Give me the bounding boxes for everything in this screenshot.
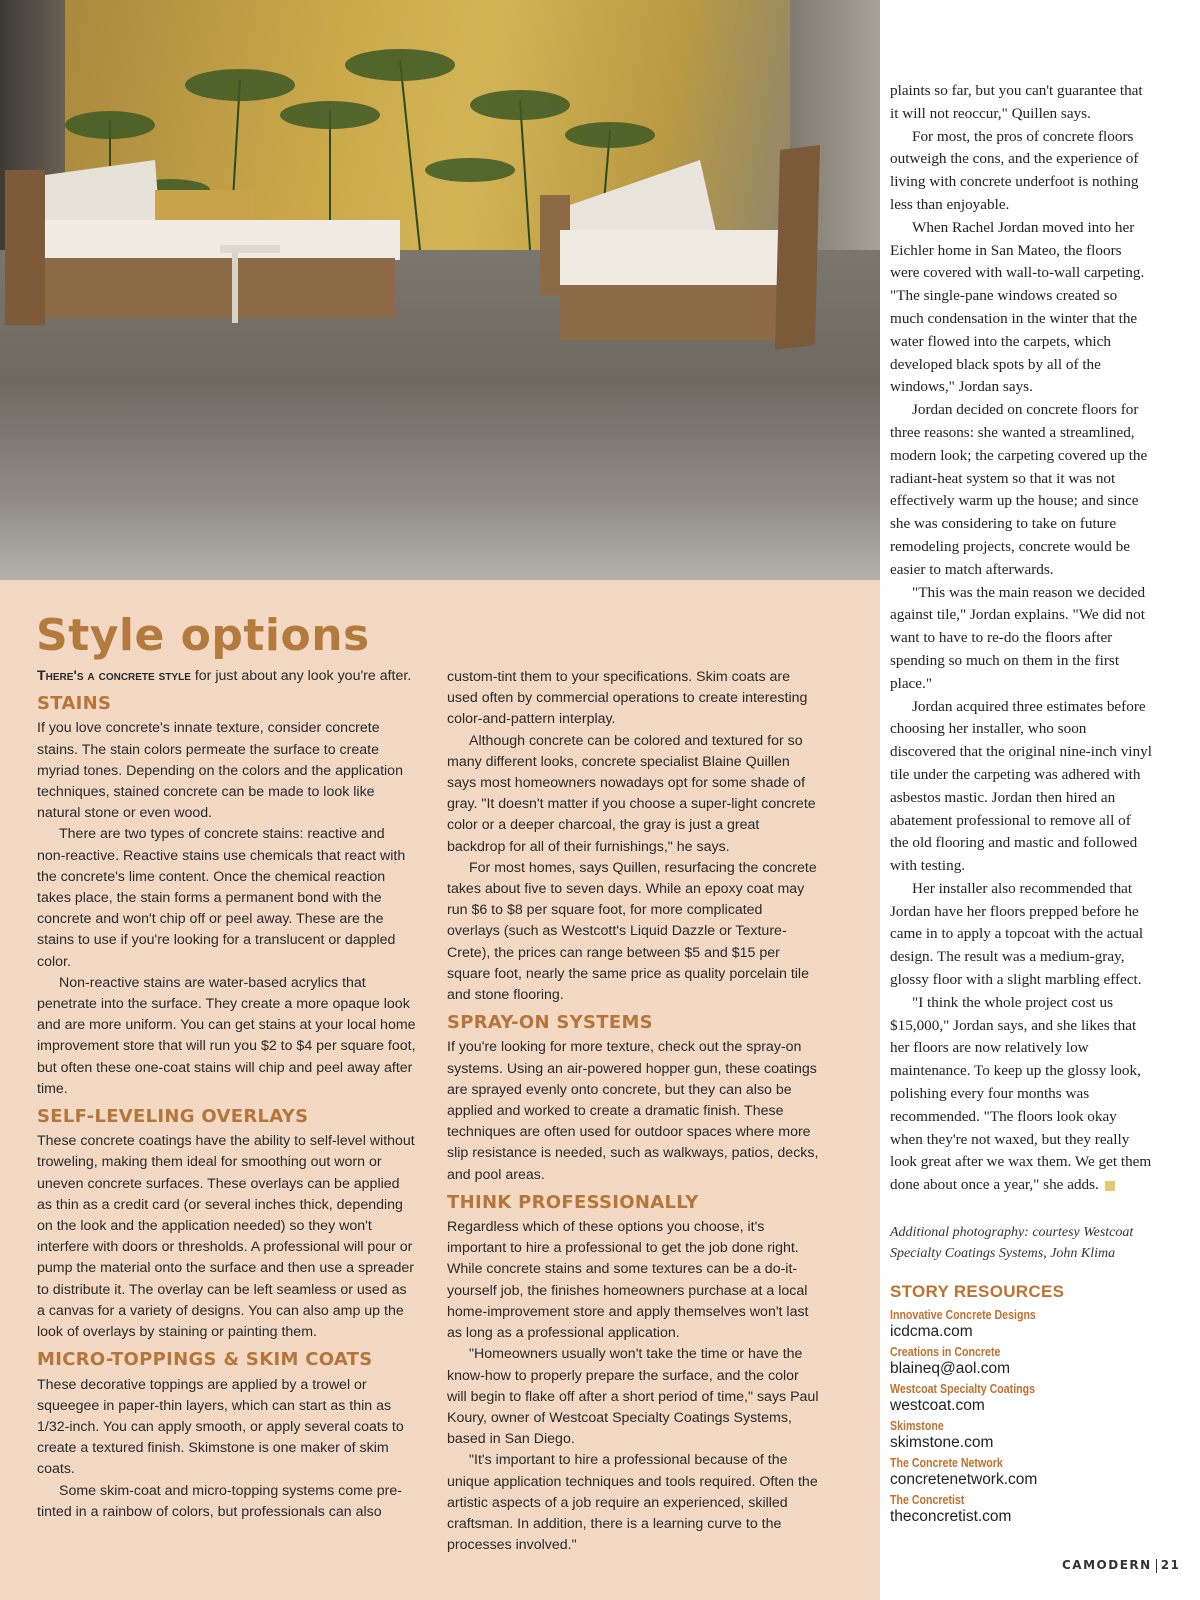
resources-heading: STORY RESOURCES	[890, 1282, 1065, 1301]
end-mark-icon	[1105, 1181, 1115, 1191]
hero-photo	[0, 0, 880, 580]
paragraph: If you love concrete's innate texture, consider concrete stains. The stain colors permeate the surface to create myriad tones. Depending on the colors and the application techniques, stained concrete can be made to look like natural stone or even wood.	[37, 720, 403, 822]
resource-url[interactable]: concretenetwork.com	[890, 1471, 1038, 1488]
resource-name: Creations in Concrete	[890, 1345, 1001, 1359]
resource-item	[890, 1345, 1155, 1378]
resource-item	[890, 1456, 1155, 1489]
paragraph: "It's important to hire a professional because of the unique application techniques and tools required. Often the artistic aspects of a job require an experienced, skilled craftsman. In addition, there is a learning curve to the processes involved."	[447, 1452, 818, 1554]
resource-url[interactable]: westcoat.com	[890, 1397, 985, 1414]
resource-name: The Concrete Network	[890, 1456, 1003, 1470]
heading-spray-on: SPRAY-ON SYSTEMS	[447, 1012, 653, 1034]
resource-item	[890, 1419, 1155, 1452]
paragraph: For most homes, says Quillen, resurfacing the concrete takes about five to seven days. While an epoxy coat may run $6 to $8 per square foot, for more complicated overlays (such as Westcott's Liquid Dazzle or Texture-Crete), the prices can range between $5 and $15 per square foot, nearly the same price as quality porcelain tile and stone flooring.	[447, 859, 817, 1004]
paragraph-final	[890, 992, 1152, 1197]
heading-self-leveling: SELF-LEVELING OVERLAYS	[37, 1106, 309, 1128]
lead-rest: for just about any look you're after.	[190, 668, 412, 684]
paragraph: Regardless which of these options you choose, it's important to hire a professional to get the job done right. While concrete stains and some textures can be a do-it-yourself job, the finishes homeowners purchase at a local home-improvement store and apply themselves won't last as long as a professional application.	[447, 1219, 809, 1342]
paragraph: Non-reactive stains are water-based acrylics that penetrate into the surface. They create a more opaque look and are more uniform. You can get stains at your local home improvement store that will run you $2 to $4 per square foot, but often these one-coat stains will chip and peel away after time.	[37, 974, 416, 1097]
photo-credit: Additional photography: courtesy Westcoat Specialty Coatings Systems, John Klima	[890, 1225, 1134, 1261]
paragraph: Jordan acquired three estimates before choosing her installer, who soon discovered that the original nine-inch vinyl tile under the carpeting was adhered with asbestos mastic. Jordan then hired an abatement professional to remove all of the old flooring and mastic and followed with testing.	[890, 697, 1152, 875]
article-column-2	[447, 667, 819, 1556]
heading-think-professionally: THINK PROFESSIONALLY	[447, 1191, 699, 1213]
resource-name: Innovative Concrete Designs	[890, 1308, 1036, 1322]
paragraph: Although concrete can be colored and textured for so many different looks, concrete specialist Blaine Quillen says most homeowners nowadays opt for some shade of gray. "It doesn't matter if you choose a super-light concrete color or a deeper charcoal, the gray is just a great backdrop for all of their furnishings," he says.	[447, 732, 816, 855]
resource-name: Westcoat Specialty Coatings	[890, 1382, 1036, 1396]
section-title: Style options	[36, 610, 370, 661]
paragraph: Her installer also recommended that Jordan have her floors prepped before he came in to apply a topcoat with the actual design. The result was a medium-gray, glossy floor with a slight marbling effect.	[890, 879, 1144, 989]
paragraph: These concrete coatings have the ability to self-level without troweling, making them ideal for smoothing out worn or uneven concrete surfaces. These overlays can be applied as thin as a credit card (or several inches thick, depending on the look and the application needed) so they won't interfere with doors or thresholds. A professional will pour or pump the material onto the surface and then use a spreader to distribute it. The overlay can be left seamless or used as a canvas for a variety of designs. You can also amp up the look of overlays by staining or painting them.	[37, 1133, 415, 1341]
resource-item	[890, 1308, 1155, 1341]
magazine-name: CAMODERN	[1062, 1558, 1152, 1572]
paragraph: Jordan decided on concrete floors for three reasons: she wanted a streamlined, modern look; the carpeting covered up the radiant-heat system so that it was not effectively warm up the house; and since she was considering to take on future remodeling projects, concrete would be easier to match afterwards.	[890, 401, 1148, 578]
resource-item	[890, 1382, 1155, 1415]
heading-stains: STAINS	[37, 693, 112, 715]
heading-micro-toppings: MICRO-TOPPINGS & SKIM COATS	[37, 1349, 373, 1371]
resource-name: Skimstone	[890, 1419, 944, 1433]
paragraph: "Homeowners usually won't take the time or have the know-how to properly prepare the surface, and the color will begin to flake off after a short period of time," says Paul Koury, owner of Westcoat Specialty Coatings Systems, based in San Diego.	[447, 1346, 819, 1448]
paragraph: custom-tint them to your specifications. Skim coats are used often by commercial operations to create interesting color-and-pattern interplay.	[447, 669, 808, 728]
paragraph: Some skim-coat and micro-topping systems come pre-tinted in a rainbow of colors, but professionals can also	[37, 1482, 402, 1520]
resource-url[interactable]: blaineq@aol.com	[890, 1360, 1010, 1377]
paragraph: There are two types of concrete stains: reactive and non-reactive. Reactive stains use chemicals that react with the concrete's lime content. Once the chemical reaction takes place, the stain forms a permanent bond with the concrete and won't chip off or peel away. These are the stains to use if you're looking for a translucent or dappled color.	[37, 826, 406, 970]
article-column-right	[890, 80, 1152, 1197]
page-number: 21	[1160, 1558, 1181, 1572]
paragraph: plaints so far, but you can't guarantee that it will not reoccur," Quillen says.	[890, 82, 1143, 122]
story-resources	[890, 1282, 1155, 1530]
resource-item	[890, 1493, 1155, 1526]
paragraph: These decorative toppings are applied by a trowel or squeegee in paper-thin layers, which can start as thin as 1/32-inch. You can apply smooth, or apply several coats to create a textured finish. Skimstone is one maker of skim coats.	[37, 1376, 404, 1478]
resource-url[interactable]: theconcretist.com	[890, 1508, 1012, 1525]
page-folio	[1062, 1558, 1180, 1573]
folio-divider	[1156, 1559, 1157, 1573]
article-column-1	[37, 666, 417, 1523]
lead-paragraph	[37, 666, 417, 687]
paragraph: If you're looking for more texture, check out the spray-on systems. Using an air-powered hopper gun, these coatings are sprayed evenly onto concrete, but they can also be applied and worked to create a dramatic finish. These techniques are often used for outdoor spaces where more slip resistance is needed, such as walkways, patios, decks, and pool areas.	[447, 1039, 819, 1183]
photo-furniture	[0, 0, 880, 580]
paragraph: For most, the pros of concrete floors outweigh the cons, and the experience of living with concrete underfoot is nothing less than enjoyable.	[890, 127, 1139, 213]
resource-name: The Concretist	[890, 1493, 965, 1507]
resource-url[interactable]: icdcma.com	[890, 1323, 973, 1340]
paragraph-text: "I think the whole project cost us $15,000," Jordan says, and she likes that her floors are now relatively low maintenance. To keep up the glossy look, polishing every four months was recommended. "The floors look okay when they're not waxed, but they really look great after we wax them. We get them done about once a year," she adds.	[890, 993, 1152, 1194]
lead-caps: There's a concrete style	[37, 668, 191, 684]
paragraph: "This was the main reason we decided against tile," Jordan explains. "We did not want to have to re-do the floors after spending so much on them in the first place."	[890, 583, 1146, 692]
paragraph: When Rachel Jordan moved into her Eichler home in San Mateo, the floors were covered with wall-to-wall carpeting. "The single-pane windows created so much condensation in the winter that the water flowed into the carpets, which developed black spots by all of the windows," Jordan says.	[890, 218, 1145, 396]
resource-url[interactable]: skimstone.com	[890, 1434, 994, 1451]
